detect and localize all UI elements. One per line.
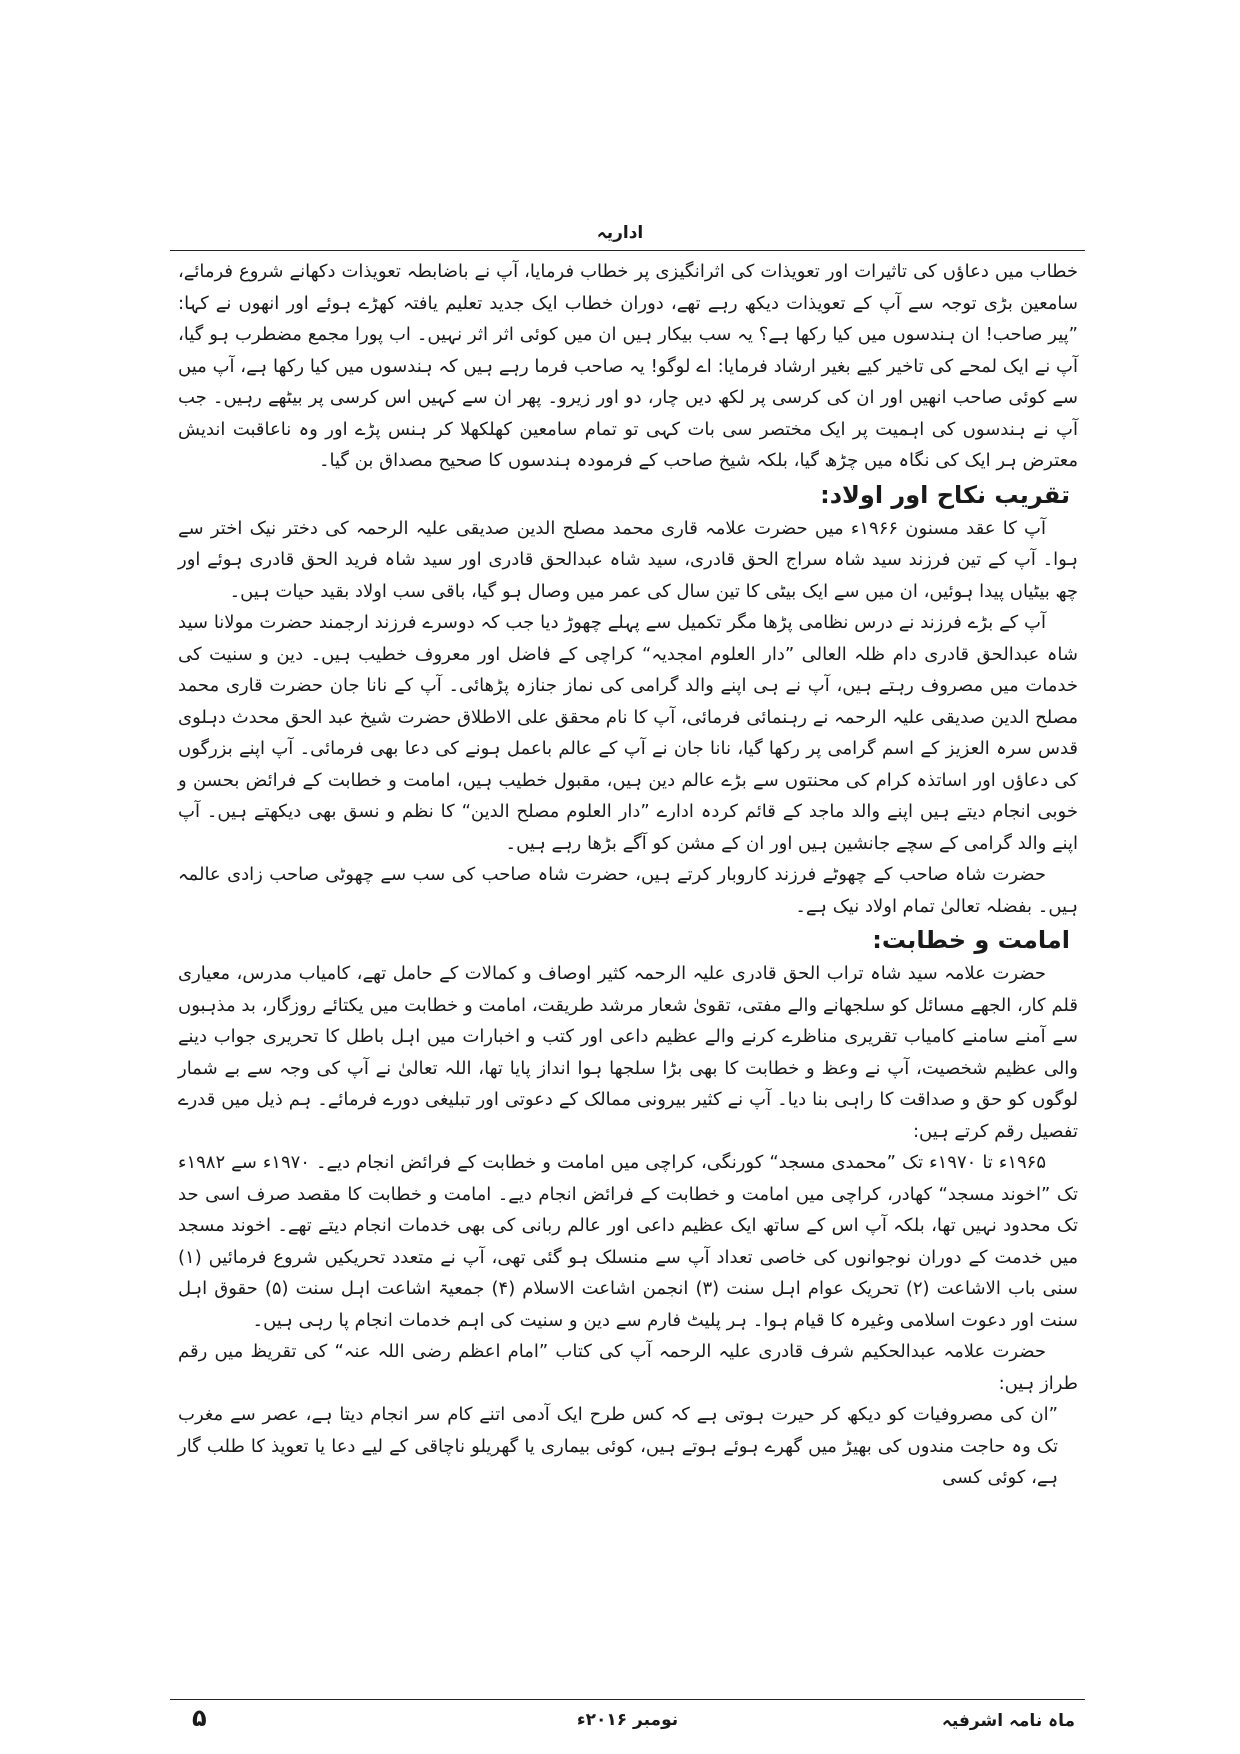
- article-body: [178, 256, 1078, 1494]
- heading-imamat: امامت و خطابت:: [872, 926, 1070, 954]
- issue-date: نومبر ۲۰۱۶ء: [576, 1710, 679, 1730]
- page-footer: [170, 1704, 1085, 1744]
- section-header: اداریہ: [596, 223, 644, 243]
- intro-paragraph: خطاب میں دعاؤں کی تاثیرات اور تعویذات کی اثرانگیزی پر خطاب فرمایا، آپ نے باضابطہ تعویذات دکھانے شروع فرمائے، سامعین بڑی توجہ سے آپ کے تعویذات دیکھ رہے تھے، دوران خطاب ایک جدید تعلیم یافتہ کھڑے ہوئے اور انھوں نے کہا: ”پیر صاحب! ان ہندسوں میں کیا رکھا ہے؟ یہ سب بیکار ہیں ان میں کوئی اثر اثر نہیں۔ اب پورا مجمع مضطرب ہو گیا، آپ نے ایک لمحے کی تاخیر کیے بغیر ارشاد فرمایا: اے لوگو! یہ صاحب فرما رہے ہیں کہ ہندسوں میں کیا رکھا ہے، آپ میں سے کوئی صاحب انھیں اور ان کی کرسی پر لکھ دیں چار، دو اور زیرو۔ پھر ان سے کہیں اس کرسی پر بیٹھے رہیں۔ جب آپ نے ہندسوں کی اہمیت پر ایک مختصر سی بات کہی تو تمام سامعین کھلکھلا کر ہنس پڑے اور وہ ناعاقبت اندیش معترض ہر ایک کی نگاہ میں چڑھ گیا، بلکہ شیخ صاحب کے فرمودہ ہندسوں کا صحیح مصداق بن گیا۔: [178, 261, 1078, 471]
- imamat-paragraph-1: حضرت علامہ سید شاہ تراب الحق قادری علیہ الرحمہ کثیر اوصاف و کمالات کے حامل تھے، کامیاب مدرس، معیاری قلم کار، الجھے مسائل کو سلجھانے والے مفتی، تقویٰ شعار مرشد طریقت، امامت و خطابت میں یکتائے روزگار، بد مذہبوں سے آمنے سامنے کامیاب تقریری مناظرے کرنے والے عظیم داعی اور کتب و اخبارات میں اہل باطل کا تحریری جواب دینے والی عظیم شخصیت، آپ نے وعظ و خطابت کا بھی بڑا سلجھا ہوا انداز پایا تھا، اللہ تعالیٰ نے آپ کی وجہ سے بے شمار لوگوں کو حق و صداقت کا راہی بنا دیا۔ آپ نے کثیر بیرونی ممالک کے دعوتی اور تبلیغی دورے فرمائے۔ ہم ذیل میں قدرے تفصیل رقم کرتے ہیں:: [178, 963, 1078, 1142]
- heading-marriage: تقریب نکاح اور اولاد:: [820, 480, 1070, 509]
- imamat-paragraph-3: حضرت علامہ عبدالحکیم شرف قادری علیہ الرحمہ آپ کی کتاب ”امام اعظم رضی اللہ عنہ“ کی تقریظ میں رقم طراز ہیں:: [178, 1341, 1078, 1394]
- footer-divider: [170, 1699, 1085, 1700]
- magazine-name: ماہ نامہ اشرفیہ: [941, 1711, 1075, 1731]
- marriage-paragraph-2: آپ کے بڑے فرزند نے درس نظامی پڑھا مگر تکمیل سے پہلے چھوڑ دیا جب کہ دوسرے فرزند ارجمند حضرت مولانا سید شاہ عبدالحق قادری دام ظلہ العالی ”دار العلوم امجدیہ“ کراچی کے فاضل اور معروف خطیب ہیں۔ دین و سنیت کی خدمات میں مصروف رہتے ہیں، آپ نے ہی اپنے والد گرامی کی نماز جنازہ پڑھائی۔ آپ کے نانا جان حضرت قاری محمد مصلح الدین صدیقی علیہ الرحمہ نے رہنمائی فرمائی، آپ کا نام محقق علی الاطلاق حضرت شیخ عبد الحق محدث دہلوی قدس سرہ العزیز کے اسم گرامی پر رکھا گیا، نانا جان نے آپ کے عالم باعمل ہونے کی دعا بھی فرمائی۔ آپ اپنے بزرگوں کی دعاؤں اور اساتذہ کرام کی محنتوں سے بڑے عالم دین ہیں، مقبول خطیب ہیں، امامت و خطابت کے فرائض بحسن و خوبی انجام دیتے ہیں اپنے والد ماجد کے قائم کردہ ادارے ”دار العلوم مصلح الدین“ کا نظم و نسق بھی دیکھتے ہیں۔ آپ اپنے والد گرامی کے سچے جانشین ہیں اور ان کے مشن کو آگے بڑھا رہے ہیں۔: [178, 612, 1079, 854]
- marriage-paragraph-1: آپ کا عقد مسنون ۱۹۶۶ء میں حضرت علامہ قاری محمد مصلح الدین صدیقی علیہ الرحمہ کی دختر نیک اختر سے ہوا۔ آپ کے تین فرزند سید شاہ سراج الحق قادری، سید شاہ عبدالحق قادری اور سید شاہ فرید الحق قادری ہوئے اور چھ بیٹیاں پیدا ہوئیں، ان میں سے ایک بیٹی کا تین سال کی عمر میں وصال ہو گیا، باقی سب اولاد بقید حیات ہیں۔: [178, 517, 1078, 602]
- imamat-paragraph-2: ۱۹۶۵ء تا ۱۹۷۰ء تک ”محمدی مسجد“ کورنگی، کراچی میں امامت و خطابت کے فرائض انجام دیے۔ ۱۹۷۰ء سے ۱۹۸۲ء تک ”اخوند مسجد“ کھادر، کراچی میں امامت و خطابت کے فرائض انجام دیے۔ امامت و خطابت کا مقصد صرف اسی حد تک محدود نہیں تھا، بلکہ آپ اس کے ساتھ ایک عظیم داعی اور عالم ربانی کی بھی خدمات انجام دیتے تھے۔ اخوند مسجد میں خدمت کے دوران نوجوانوں کی خاصی تعداد آپ سے منسلک ہو گئی تھی، آپ نے متعدد تحریکیں شروع فرمائیں (۱) سنی باب الاشاعت (۲) تحریک عوام اہل سنت (۳) انجمن اشاعت الاسلام (۴) جمعیۃ اشاعت اہل سنت (۵) حقوق اہل سنت اور دعوت اسلامی وغیرہ کا قیام ہوا۔ ہر پلیٹ فارم سے دین و سنیت کی اہم خدمات انجام پا رہی ہیں۔: [178, 1152, 1078, 1331]
- marriage-paragraph-3: حضرت شاہ صاحب کے چھوٹے فرزند کاروبار کرتے ہیں، حضرت شاہ صاحب کی سب سے چھوٹی صاحب زادی عالمہ ہیں۔ بفضلہ تعالیٰ تمام اولاد نیک ہے۔: [178, 864, 1078, 917]
- page-number: ۵: [192, 1704, 207, 1732]
- quotation: ”ان کی مصروفیات کو دیکھ کر حیرت ہوتی ہے کہ کس طرح ایک آدمی اتنے کام سر انجام دیتا ہے، عصر سے مغرب تک وہ حاجت مندوں کی بھیڑ میں گھرے ہوئے ہوتے ہیں، کوئی بیماری یا گھریلو ناچاقی کے لیے دعا یا تعویذ کا طلب گار ہے، کوئی کسی: [178, 1404, 1058, 1488]
